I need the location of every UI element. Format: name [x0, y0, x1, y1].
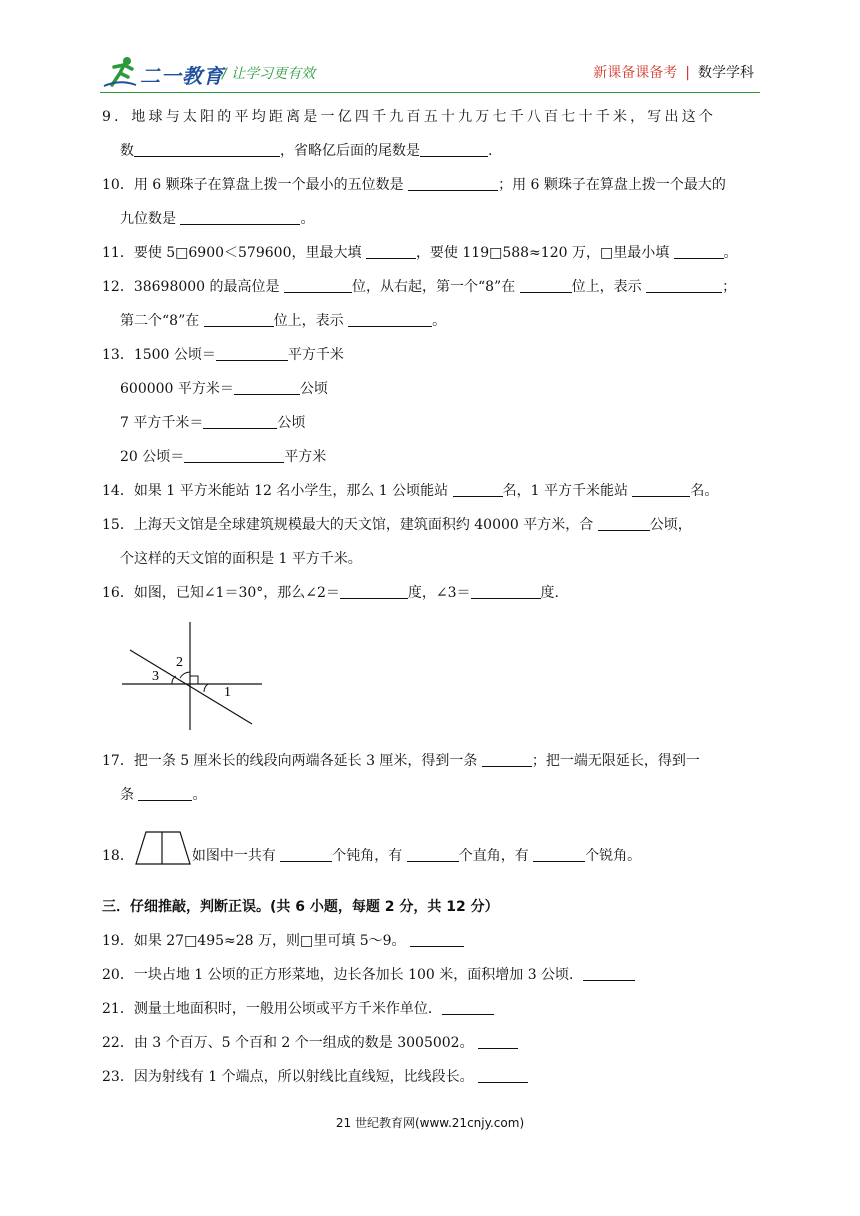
q9-line2: 数 ，省略亿后面的尾数是 .	[120, 143, 493, 159]
answer-blank[interactable]	[216, 346, 288, 361]
q17-line2: 条 。	[120, 787, 207, 803]
answer-blank[interactable]	[234, 380, 300, 395]
answer-blank[interactable]	[184, 448, 284, 463]
answer-blank[interactable]	[471, 584, 541, 599]
answer-blank[interactable]	[134, 142, 280, 157]
angle-figure	[118, 620, 266, 732]
answer-blank[interactable]	[632, 482, 690, 497]
q12-line1: 12．38698000 的最高位是 位，从右起，第一个“8”在 位上，表示 ；	[102, 279, 737, 295]
answer-blank[interactable]	[204, 312, 274, 327]
q21-line: 21．测量土地面积时，一般用公顷或平方千米作单位．	[102, 998, 494, 1018]
answer-blank[interactable]	[284, 278, 352, 293]
section-3-title: 三．仔细推敲，判断正误。(共 6 小题，每题 2 分，共 12 分）	[102, 899, 499, 915]
tag-right: 数学学科	[698, 65, 754, 81]
q15-line2: 个这样的天文馆的面积是 1 平方千米。	[120, 551, 362, 567]
q10-line1: 10．用 6 颗珠子在算盘上拨一个最小的五位数是 ；用 6 颗珠子在算盘上拨一个最大的	[102, 177, 726, 193]
page-footer: 21 世纪教育网(www.21cnjy.com)	[335, 1116, 525, 1130]
answer-blank[interactable]	[407, 847, 459, 862]
answer-blank[interactable]	[598, 516, 650, 531]
runner-logo-icon	[102, 55, 138, 89]
answer-blank[interactable]	[442, 1000, 494, 1015]
q11-line: 11．要使 5□6900＜579600，里最大填 ，要使 119□588≈120 万，□里最小填 。	[102, 245, 738, 261]
diagonal-line	[130, 650, 252, 724]
q14-line: 14．如果 1 平方米能站 12 名小学生，那么 1 公顷能站 名，1 平方千米能站 名。	[102, 483, 719, 499]
header-divider	[100, 92, 760, 93]
angle-2-arc	[180, 672, 190, 678]
q13-line3: 7 平方千米＝ 公顷	[120, 415, 306, 431]
answer-blank[interactable]	[420, 142, 488, 157]
q13-line4: 20 公顷＝ 平方米	[120, 449, 327, 465]
slogan: / 让学习更有效	[222, 66, 316, 82]
answer-blank[interactable]	[583, 966, 635, 981]
angle-label-1: 1	[224, 685, 231, 700]
answer-blank[interactable]	[280, 847, 332, 862]
angle-1-arc	[204, 684, 208, 692]
right-angle-mark	[190, 676, 198, 684]
tag-separator: |	[685, 65, 690, 81]
q10-line2: 九位数是 。	[120, 211, 315, 227]
answer-blank[interactable]	[646, 278, 722, 293]
answer-blank[interactable]	[482, 752, 532, 767]
q16-line: 16．如图，已知∠1＝30°，那么∠2＝ 度，∠3＝ 度.	[102, 585, 559, 601]
q22-line: 22．由 3 个百万、5 个百和 2 个一组成的数是 3005002。	[102, 1032, 518, 1052]
q19-line: 19．如果 27□495≈28 万，则□里可填 5～9。	[102, 930, 464, 950]
page-header	[0, 0, 860, 100]
answer-blank[interactable]	[478, 1034, 518, 1049]
q9-line1: 9．地球与太阳的平均距离是一亿四千九百五十九万七千八百七十千米，写出这个	[102, 109, 717, 125]
answer-blank[interactable]	[520, 278, 572, 293]
q12-line2: 第二个“8”在 位上，表示 。	[120, 313, 447, 329]
q13-line2: 600000 平方米＝ 公顷	[120, 381, 328, 397]
trapezoid-figure	[134, 830, 192, 866]
angle-label-2: 2	[176, 655, 183, 670]
tag-left: 新课备课备考	[593, 65, 678, 81]
answer-blank[interactable]	[408, 176, 498, 191]
logo-text: 二一教育	[140, 64, 224, 88]
q13-line1: 13．1500 公顷＝ 平方千米	[102, 347, 344, 363]
q15-line1: 15．上海天文馆是全球建筑规模最大的天文馆，建筑面积约 40000 平方米，合 公顷，	[102, 517, 692, 533]
answer-blank[interactable]	[348, 312, 432, 327]
answer-blank[interactable]	[340, 584, 408, 599]
answer-blank[interactable]	[410, 932, 464, 947]
answer-blank[interactable]	[453, 482, 503, 497]
answer-blank[interactable]	[180, 210, 300, 225]
answer-blank[interactable]	[478, 1068, 528, 1083]
q17-line1: 17．把一条 5 厘米长的线段向两端各延长 3 厘米，得到一条 ；把一端无限延长，得到一	[102, 753, 700, 769]
answer-blank[interactable]	[674, 244, 724, 259]
header-tag	[593, 62, 754, 82]
angle-label-3: 3	[152, 669, 159, 684]
answer-blank[interactable]	[366, 244, 416, 259]
answer-blank[interactable]	[533, 847, 585, 862]
answer-blank[interactable]	[138, 786, 192, 801]
q18-line: 18． 如图中一共有 个钝角，有 个直角，有 个锐角。	[102, 830, 641, 866]
answer-blank[interactable]	[203, 414, 277, 429]
q23-line: 23．因为射线有 1 个端点，所以射线比直线短，比线段长。	[102, 1066, 528, 1086]
q20-line: 20．一块占地 1 公顷的正方形菜地，边长各加长 100 米，面积增加 3 公顷．	[102, 964, 635, 984]
